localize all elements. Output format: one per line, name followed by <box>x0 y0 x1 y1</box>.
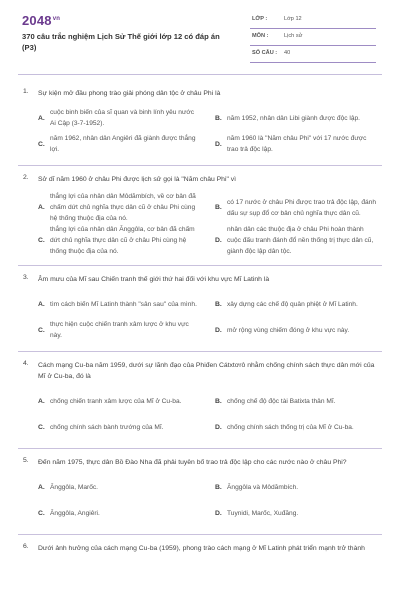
option-b[interactable] <box>215 105 382 131</box>
option-letter: A. <box>38 397 45 405</box>
question-number: 3. <box>23 274 29 281</box>
option-text: cuộc binh biến của sĩ quan và binh lính yêu nước Ai Cập (3-7-1952). <box>50 109 195 127</box>
option-d[interactable] <box>215 414 382 440</box>
meta-key: SỐ CÂU : <box>252 50 278 56</box>
option-c[interactable] <box>38 500 205 526</box>
question-number: 6. <box>23 543 29 550</box>
option-a[interactable] <box>38 474 205 500</box>
option-c[interactable] <box>38 224 205 257</box>
option-a[interactable] <box>38 291 205 317</box>
question-number: 4. <box>23 360 29 367</box>
question-5 <box>18 449 382 535</box>
answer-options <box>38 388 382 440</box>
option-text: chống chế độ độc tài Batixta thân Mĩ. <box>227 397 336 405</box>
option-letter: A. <box>38 204 45 211</box>
question-text: Đến năm 1975, thực dân Bồ Đào Nha đã phải tuyên bố trao trả độc lập cho các nước nào ở châu Phi? <box>38 459 347 466</box>
option-d[interactable] <box>215 500 382 526</box>
option-text: năm 1952, nhân dân Libi giành được độc lập. <box>227 114 361 122</box>
option-letter: B. <box>215 114 222 122</box>
option-letter: B. <box>215 483 222 491</box>
option-letter: D. <box>215 423 222 431</box>
option-letter: D. <box>215 237 222 244</box>
question-1 <box>18 80 382 166</box>
option-letter: A. <box>38 483 45 491</box>
answer-options <box>38 105 382 157</box>
option-text: Tuynidi, Marốc, Xuđăng. <box>227 509 299 517</box>
option-text: năm 1962, nhân dân Angiêri đã giành được thắng lợi. <box>50 135 196 153</box>
option-b[interactable] <box>215 291 382 317</box>
site-logo[interactable]: $2048^{vn}$ <box>22 13 61 28</box>
question-text: Dưới ảnh hưởng của cách mạng Cu-ba (1959), phong trào cách mạng ở Mĩ Latinh phát triển mạnh trở thành <box>38 545 365 552</box>
meta-row-subject <box>250 29 376 46</box>
option-a[interactable] <box>38 191 205 224</box>
option-text: Ănggôla và Môdămbích. <box>227 483 299 491</box>
question-text: Sự kiện mở đầu phong trào giải phóng dân tộc ở châu Phi là <box>38 90 221 97</box>
option-letter: B. <box>215 397 222 405</box>
option-c[interactable] <box>38 131 205 157</box>
question-6 <box>18 535 382 558</box>
option-text: chống chính sách bành trướng của Mĩ. <box>50 423 164 431</box>
option-letter: C. <box>38 423 45 431</box>
option-text: mở rộng vùng chiếm đóng ở khu vực này. <box>227 326 350 334</box>
meta-key: MÔN : <box>252 33 269 39</box>
option-text: chống chính sách thống trị của Mĩ ở Cu-ba. <box>227 423 354 431</box>
question-number: 2. <box>23 174 29 181</box>
option-d[interactable] <box>215 131 382 157</box>
question-2 <box>18 166 382 266</box>
answer-options <box>38 474 382 526</box>
option-text: có 17 nước ở châu Phi được trao trả độc lập, đánh dấu sự sụp đổ cơ bản chủ nghĩa thực dân cũ. <box>227 198 376 217</box>
meta-key: LỚP : <box>252 16 268 22</box>
option-b[interactable] <box>215 474 382 500</box>
question-number: 1. <box>23 88 29 95</box>
option-text: Ănggôla, Marốc. <box>50 483 99 491</box>
meta-value: Lịch sử <box>284 33 303 39</box>
option-text: thắng lợi của nhân dân Ănggôla, cơ bản đã chấm dứt chủ nghĩa thực dân cũ ở châu Phi cùng hệ thống thuộc địa của nó. <box>50 226 195 255</box>
question-3 <box>18 266 382 352</box>
option-letter: C. <box>38 237 45 244</box>
option-b[interactable] <box>215 388 382 414</box>
meta-row-class <box>250 12 376 29</box>
option-a[interactable] <box>38 388 205 414</box>
document-meta <box>250 12 376 63</box>
option-letter: D. <box>215 326 222 334</box>
option-b[interactable] <box>215 191 382 224</box>
question-list <box>0 80 400 558</box>
option-c[interactable] <box>38 414 205 440</box>
answer-options <box>38 291 382 343</box>
question-number: 5. <box>23 457 29 464</box>
option-text: Ănggôla, Angiêri. <box>50 509 100 517</box>
question-text: Cách mạng Cu-ba năm 1959, dưới sự lãnh đạo của Phiđen Cátxtơrô nhằm chống chính sách thực dân mới của Mĩ ở Cu-ba, đó là <box>38 362 375 380</box>
question-4 <box>18 352 382 449</box>
option-letter: A. <box>38 300 45 308</box>
document-title: 370 câu trắc nghiệm Lịch Sử Thế giới lớp 12 có đáp án (P3) <box>22 32 220 52</box>
option-text: năm 1960 là "Năm châu Phi" với 17 nước được trao trả độc lập. <box>227 135 367 153</box>
option-d[interactable] <box>215 224 382 257</box>
option-letter: B. <box>215 300 222 308</box>
option-text: xây dựng các chế độ quân phiệt ở Mĩ Latinh. <box>227 300 358 308</box>
option-text: thực hiện cuộc chiến tranh xâm lược ở khu vực này. <box>50 321 189 339</box>
question-text: Âm mưu của Mĩ sau Chiến tranh thế giới thứ hai đối với khu vực Mĩ Latinh là <box>38 276 270 283</box>
meta-value: 40 <box>284 50 291 56</box>
header-divider <box>18 74 382 75</box>
meta-value: Lớp 12 <box>284 16 302 22</box>
option-a[interactable] <box>38 105 205 131</box>
answer-options <box>38 191 382 257</box>
option-letter: D. <box>215 509 222 517</box>
option-d[interactable] <box>215 317 382 343</box>
option-c[interactable] <box>38 317 205 343</box>
option-letter: C. <box>38 326 45 334</box>
option-letter: D. <box>215 140 222 148</box>
option-letter: B. <box>215 204 222 211</box>
option-letter: C. <box>38 140 45 148</box>
option-text: chống chiến tranh xâm lược của Mĩ ở Cu-ba. <box>50 397 182 405</box>
page-header <box>0 0 400 64</box>
option-letter: C. <box>38 509 45 517</box>
option-text: thắng lợi của nhân dân Môdămbích, về cơ bản đã chấm dứt chủ nghĩa thực dân cũ ở châu Phi cùng hệ thống thuộc địa của nó. <box>50 193 196 222</box>
question-text: Sở dĩ năm 1960 ở châu Phi được lịch sử gọi là "Năm châu Phi" vì <box>38 176 237 183</box>
meta-row-count <box>250 46 376 63</box>
option-text: tìm cách biến Mĩ Latinh thành "sân sau" của mình. <box>50 300 197 308</box>
option-text: nhân dân các thuộc địa ở châu Phi hoàn thành cuộc đấu tranh đánh đổ nền thống trị thực dân cũ, giành độc lập dân tộc. <box>227 226 374 255</box>
option-letter: A. <box>38 114 45 122</box>
